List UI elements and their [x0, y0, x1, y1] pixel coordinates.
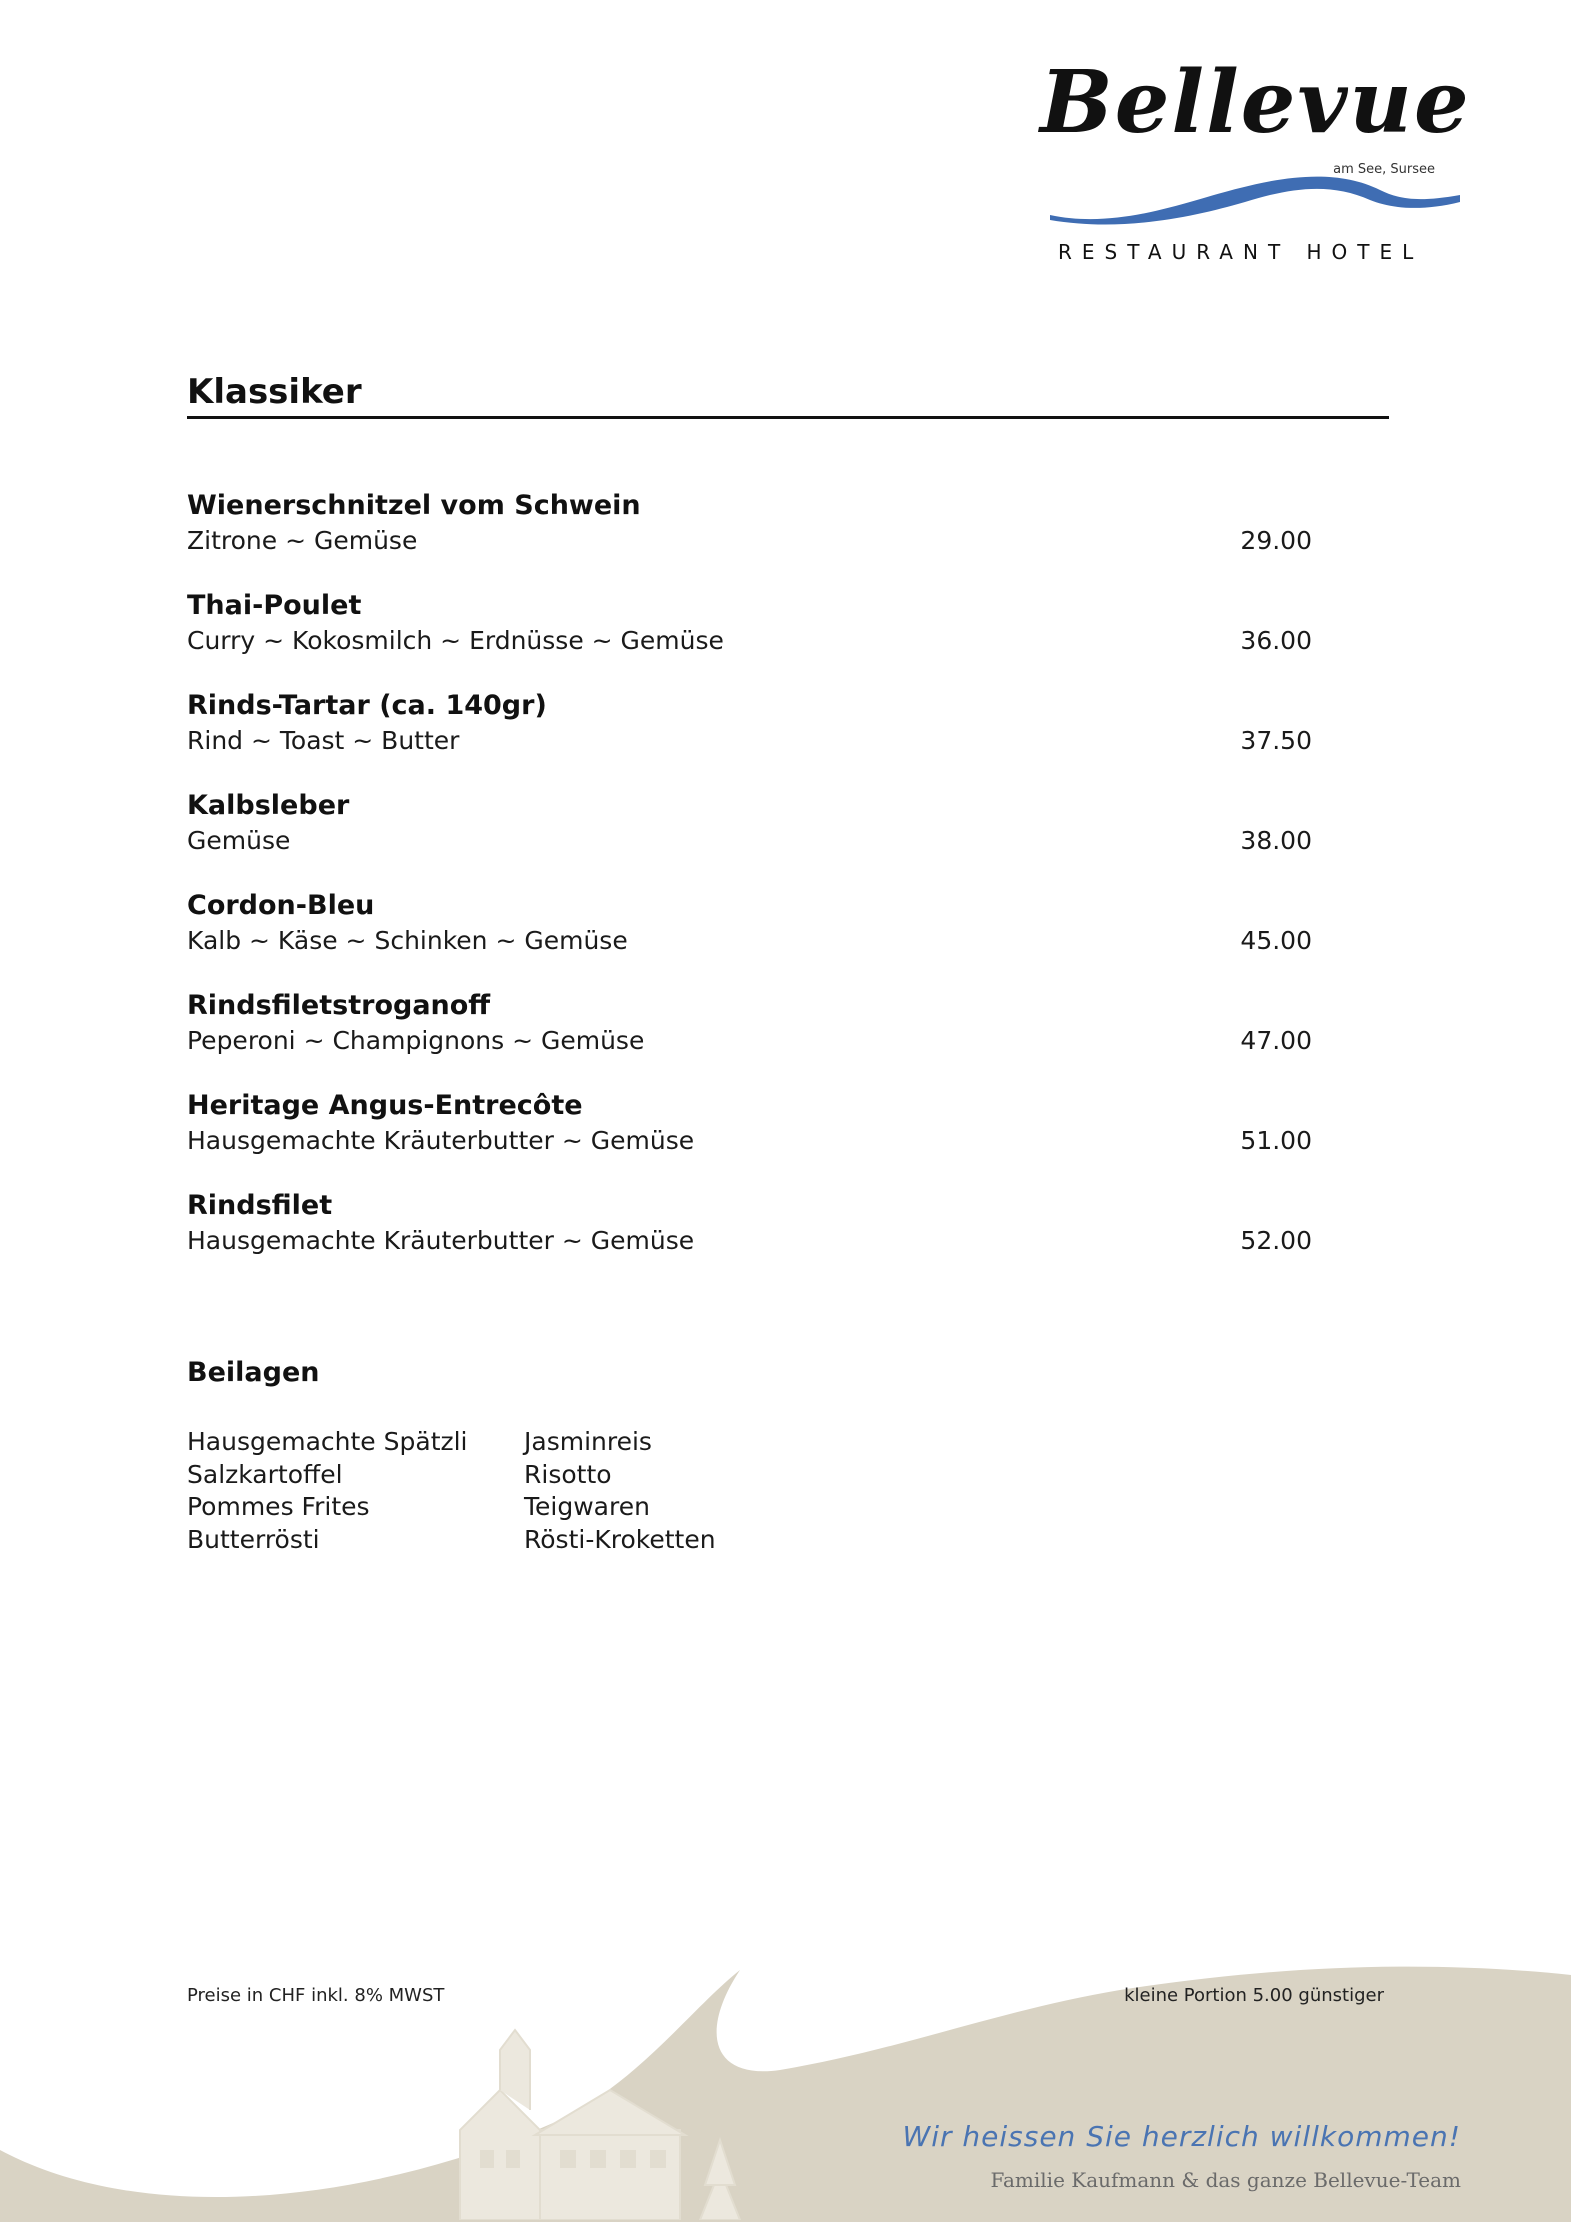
logo-tagline: am See, Sursee [1333, 162, 1435, 177]
price-note: Preise in CHF inkl. 8% MWST [187, 1985, 445, 2006]
hotel-building-icon [440, 2020, 760, 2220]
menu-item-description: Rind ~ Toast ~ Butter [187, 726, 460, 755]
side-dish: Salzkartoffel [187, 1459, 343, 1489]
menu-item-name: Heritage Angus-Entrecôte [187, 1090, 583, 1121]
menu-item-description: Hausgemachte Kräuterbutter ~ Gemüse [187, 1226, 695, 1255]
side-dish: Hausgemachte Spätzli [187, 1427, 468, 1456]
menu-item-description: Zitrone ~ Gemüse [187, 526, 418, 555]
side-dish: Rösti-Kroketten [524, 1524, 716, 1554]
menu-item-price: 52.00 [1240, 1226, 1312, 1255]
section-divider [187, 416, 1389, 419]
menu-item-price: 36.00 [1240, 626, 1312, 655]
menu-item-name: Wienerschnitzel vom Schwein [187, 490, 641, 521]
menu-item-price: 37.50 [1240, 726, 1312, 755]
menu-item-name: Cordon-Bleu [187, 890, 375, 921]
team-signature: Familie Kaufmann & das ganze Bellevue-Team [990, 2168, 1461, 2192]
side-dish: Risotto [524, 1459, 612, 1489]
menu-item-name: Thai-Poulet [187, 590, 362, 621]
menu-item-name: Kalbsleber [187, 790, 350, 821]
sides-column-left [187, 1426, 468, 1556]
side-dish: Pommes Frites [187, 1492, 370, 1521]
menu-item-description: Peperoni ~ Champignons ~ Gemüse [187, 1026, 645, 1055]
menu-item-price: 38.00 [1240, 826, 1312, 855]
menu-item [187, 888, 1312, 988]
menu-item [187, 988, 1312, 1088]
menu-item-price: 45.00 [1240, 926, 1312, 955]
menu-item [187, 1188, 1312, 1288]
menu-item-description: Hausgemachte Kräuterbutter ~ Gemüse [187, 1126, 695, 1155]
sides-column-right [524, 1426, 716, 1556]
menu-item-price: 51.00 [1240, 1126, 1312, 1155]
menu-item-list [187, 488, 1312, 1288]
menu-item-price: 29.00 [1240, 526, 1312, 555]
section-title: Klassiker [187, 372, 362, 412]
menu-item-name: Rindsfiletstroganoff [187, 990, 491, 1021]
menu-item-description: Kalb ~ Käse ~ Schinken ~ Gemüse [187, 926, 628, 955]
side-dish: Butterrösti [187, 1524, 320, 1554]
menu-item-name: Rindsfilet [187, 1190, 333, 1221]
menu-item-name: Rinds-Tartar (ca. 140gr) [187, 690, 547, 721]
menu-item [187, 788, 1312, 888]
menu-item [187, 488, 1312, 588]
portion-note: kleine Portion 5.00 günstiger [1124, 1985, 1384, 2006]
menu-item [187, 1088, 1312, 1188]
welcome-message: Wir heissen Sie herzlich willkommen! [902, 2120, 1461, 2153]
logo-subtitle: RESTAURANT HOTEL [1058, 240, 1424, 264]
side-dish: Teigwaren [524, 1492, 650, 1521]
menu-item-description: Curry ~ Kokosmilch ~ Erdnüsse ~ Gemüse [187, 626, 724, 655]
menu-item [187, 688, 1312, 788]
menu-item-description: Gemüse [187, 826, 291, 855]
sides-title: Beilagen [187, 1357, 320, 1388]
menu-item-price: 47.00 [1240, 1026, 1312, 1055]
restaurant-logo [1040, 52, 1471, 270]
side-dish: Jasminreis [524, 1427, 652, 1456]
logo-brand: Bellevue [1040, 52, 1471, 153]
logo-wave-icon [1040, 160, 1465, 230]
menu-item [187, 588, 1312, 688]
